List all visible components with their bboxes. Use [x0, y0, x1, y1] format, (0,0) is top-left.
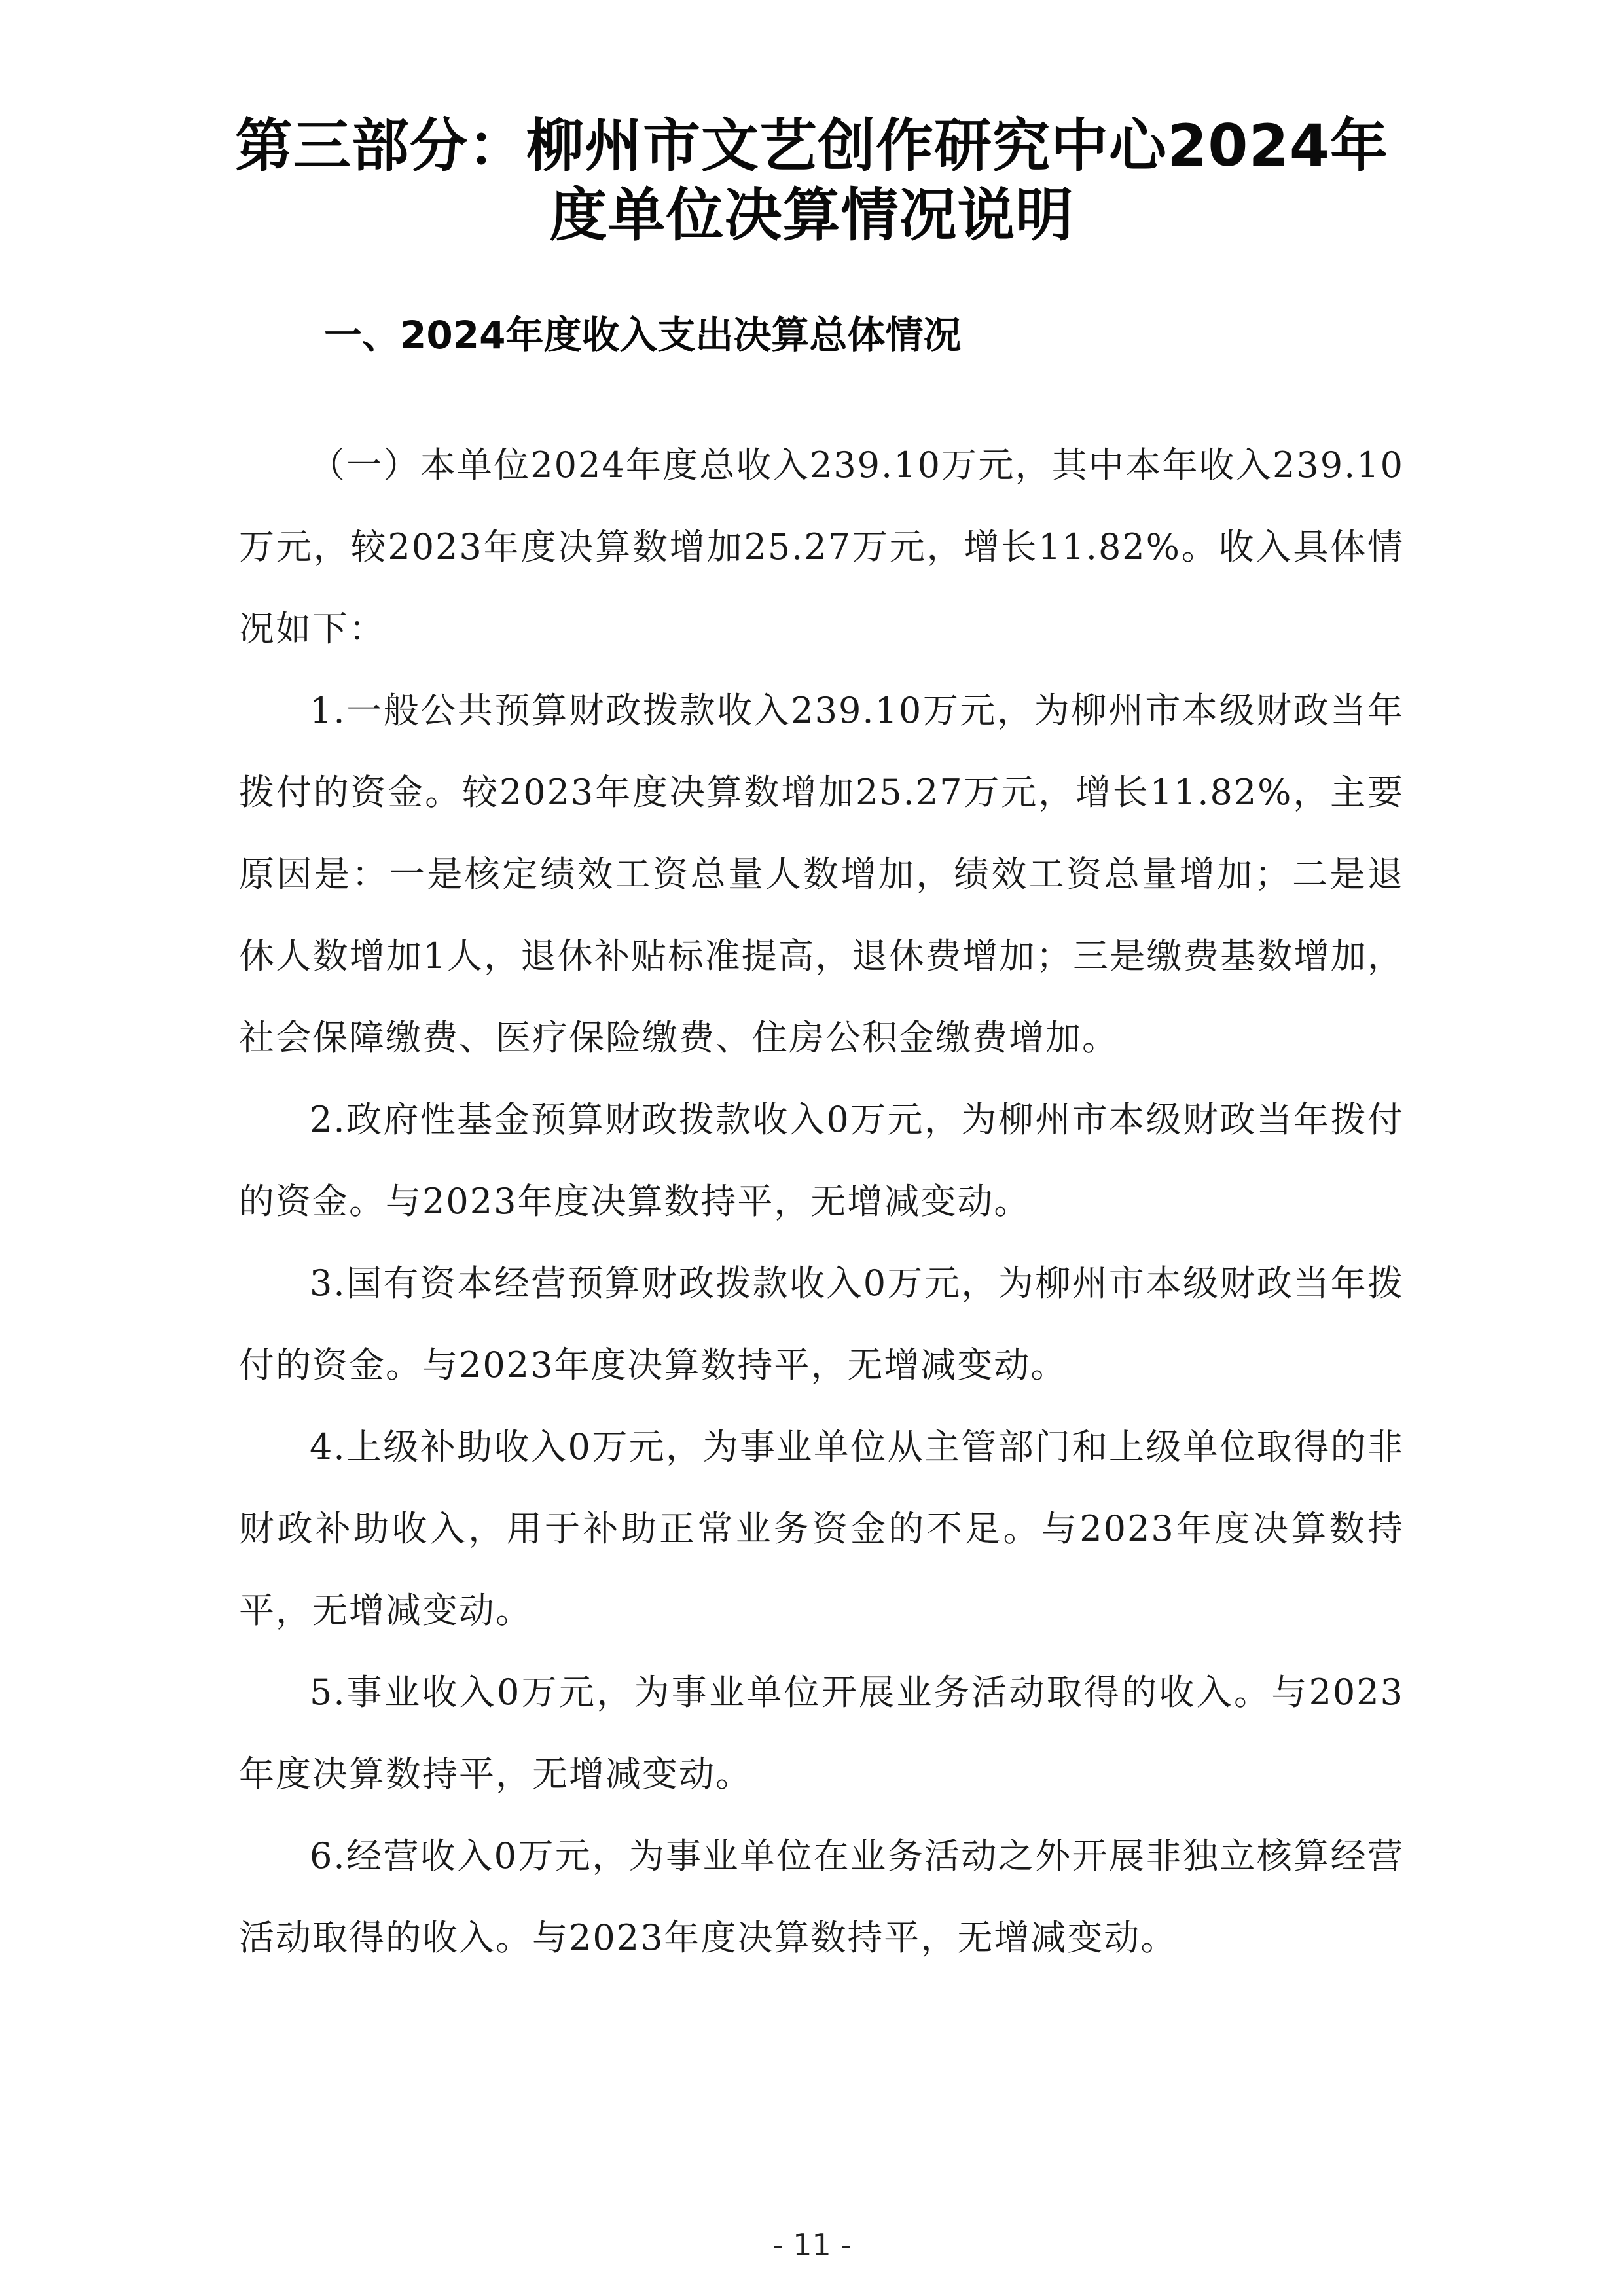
paragraph-general-budget-income: 1.一般公共预算财政拨款收入239.10万元，为柳州市本级财政当年拨付的资金。较2023年度决算数增加25.27万元，增长11.82%，主要原因是：一是核定绩效工资总量人数增加，绩效工资总量增加；二是退休人数增加1人，退休补贴标准提高，退休费增加；三是缴费基数增加，社会保障缴费、医疗保险缴费、住房公积金缴费增加。: [239, 690, 1404, 1058]
section-heading: 一、2024年度收入支出决算总体情况: [324, 313, 962, 357]
paragraph-state-capital-income: 3.国有资本经营预算财政拨款收入0万元，为柳州市本级财政当年拨付的资金。与2023年度决算数持平，无增减变动。: [239, 1263, 1404, 1386]
paragraph-total-income: （一）本单位2024年度总收入239.10万元，其中本年收入239.10万元，较2023年度决算数增加25.27万元，增长11.82%。收入具体情况如下：: [239, 444, 1404, 649]
paragraph-business-income: 5.事业收入0万元，为事业单位开展业务活动取得的收入。与2023年度决算数持平，无增减变动。: [239, 1672, 1404, 1795]
document-body: [239, 424, 1404, 1979]
paragraph-operating-income: 6.经营收入0万元，为事业单位在业务活动之外开展非独立核算经营活动取得的收入。与2023年度决算数持平，无增减变动。: [239, 1835, 1404, 1958]
page-title-line-1: 第三部分：柳州市文艺创作研究中心2024年: [235, 112, 1388, 179]
page-title: [196, 111, 1427, 250]
paragraph-government-fund-income: 2.政府性基金预算财政拨款收入0万元，为柳州市本级财政当年拨付的资金。与2023年度决算数持平，无增减变动。: [239, 1099, 1404, 1222]
page-title-line-2: 度单位决算情况说明: [549, 181, 1074, 249]
paragraph-superior-subsidy-income: 4.上级补助收入0万元，为事业单位从主管部门和上级单位取得的非财政补助收入，用于补助正常业务资金的不足。与2023年度决算数持平，无增减变动。: [239, 1426, 1404, 1631]
page-number: - 11 -: [772, 2227, 852, 2263]
